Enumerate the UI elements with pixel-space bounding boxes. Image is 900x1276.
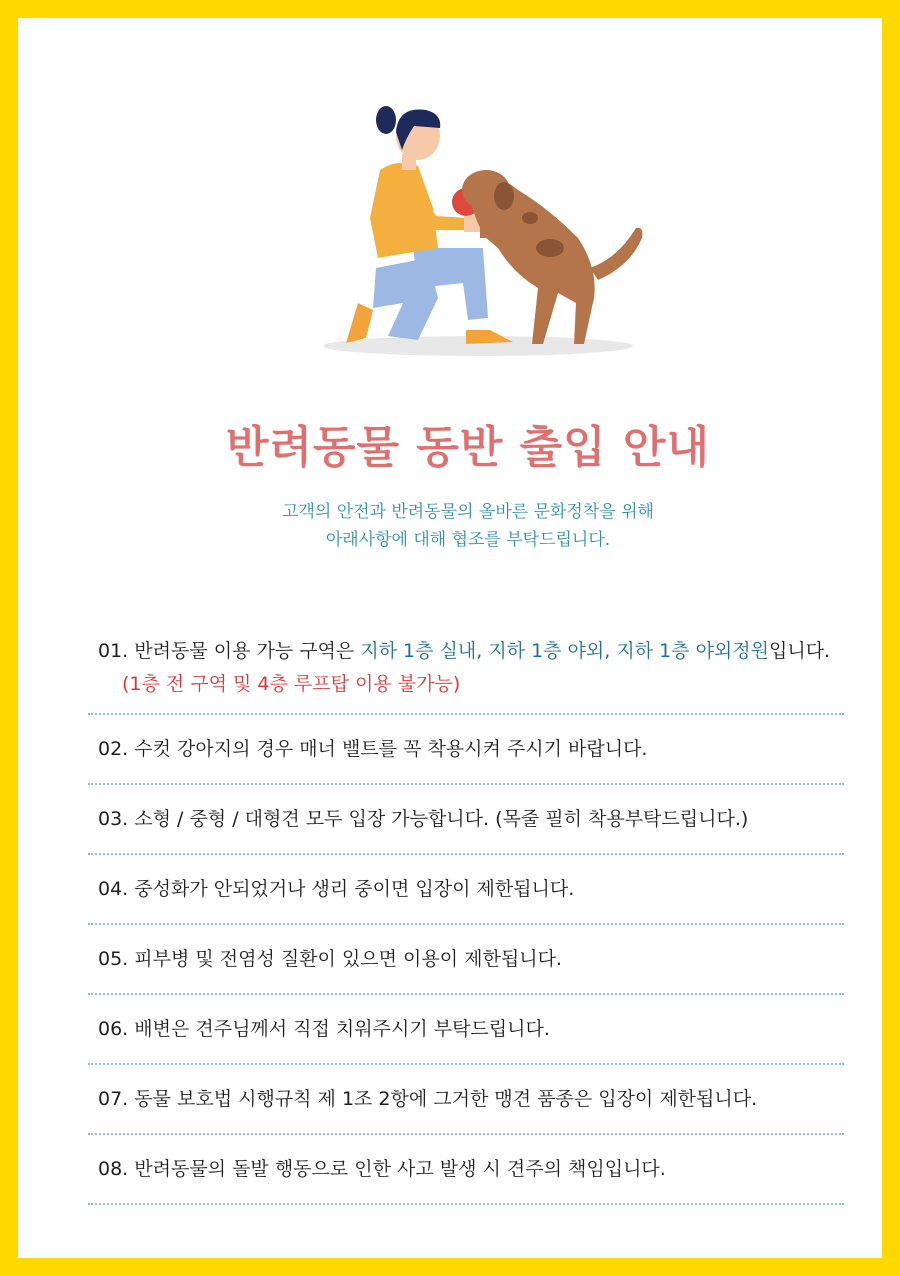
- subtitle: [18, 498, 900, 554]
- notice-item-7: [88, 1065, 844, 1135]
- notice-list: [88, 618, 844, 1205]
- notice-item-1: [88, 618, 844, 715]
- notice-item-1-suffix: 입니다.: [769, 640, 831, 662]
- notice-item-2: [88, 715, 844, 785]
- page-title: 반려동물 동반 출입 안내: [226, 422, 710, 473]
- notice-item-6-text: 06. 배변은 견주님께서 직접 치워주시기 부탁드립니다.: [98, 1018, 550, 1040]
- notice-item-6: [88, 995, 844, 1065]
- notice-item-1-allowed-areas: 지하 1층 실내, 지하 1층 야외, 지하 1층 야외정원: [360, 640, 769, 662]
- notice-item-8-text: 08. 반려동물의 돌발 행동으로 인한 사고 발생 시 견주의 책임입니다.: [98, 1158, 666, 1180]
- notice-item-2-text: 02. 수컷 강아지의 경우 매너 밸트를 꼭 착용시켜 주시기 바랍니다.: [98, 738, 648, 760]
- notice-item-5-text: 05. 피부병 및 전염성 질환이 있으면 이용이 제한됩니다.: [98, 948, 562, 970]
- notice-item-4: [88, 855, 844, 925]
- subtitle-line-1: 고객의 안전과 반려동물의 올바른 문화정착을 위해: [282, 502, 654, 522]
- notice-item-1-prefix: 01. 반려동물 이용 가능 구역은: [98, 640, 361, 662]
- notice-item-4-text: 04. 중성화가 안되었거나 생리 중이면 입장이 제한됩니다.: [98, 878, 575, 900]
- subtitle-line-2: 아래사항에 대해 협조를 부탁드립니다.: [325, 530, 611, 550]
- notice-item-7-text: 07. 동물 보호법 시행규칙 제 1조 2항에 그거한 맹견 품종은 입장이 제한됩니다.: [98, 1088, 758, 1110]
- notice-item-3: [88, 785, 844, 855]
- woman-playing-with-dog-illustration: [318, 98, 658, 368]
- notice-item-1-restriction: (1층 전 구역 및 4층 루프탑 이용 불가능): [122, 673, 461, 695]
- notice-item-8: [88, 1135, 844, 1205]
- notice-item-3-text: 03. 소형 / 중형 / 대형견 모두 입장 가능합니다. (목줄 필히 착용부탁드립니다.): [98, 808, 749, 830]
- notice-item-5: [88, 925, 844, 995]
